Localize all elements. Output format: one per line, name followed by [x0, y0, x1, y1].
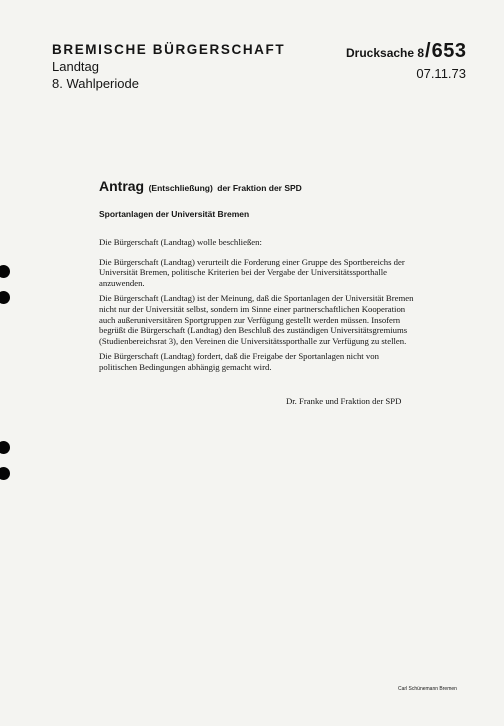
- title-rest: der Fraktion der SPD: [217, 183, 302, 193]
- punch-hole-3: [0, 441, 10, 454]
- body-paragraph: Die Bürgerschaft (Landtag) fordert, daß die Freigabe der Sportanlagen nicht von politischen Bedingungen abhängig gemacht wird.: [99, 351, 379, 372]
- organization-name: BREMISCHE BÜRGERSCHAFT: [52, 42, 286, 57]
- header-right: [346, 40, 466, 82]
- punch-hole-1: [0, 265, 10, 278]
- body-paragraph: Die Bürgerschaft (Landtag) verurteilt die Forderung einer Gruppe des Sportbereichs der Universität Bremen, politische Kriterien bei der Vergabe der Universitätssporthalle anzuwenden.: [99, 256, 405, 288]
- body-intro: Die Bürgerschaft (Landtag) wolle beschließen:: [99, 237, 262, 247]
- header-left: [52, 42, 285, 92]
- document-date: 07.11.73: [416, 66, 466, 81]
- punch-hole-4: [0, 467, 10, 480]
- printer-imprint: Carl Schünemann Bremen: [398, 686, 457, 692]
- title-main: Antrag: [99, 178, 145, 194]
- signature-line: Dr. Franke und Fraktion der SPD: [286, 396, 402, 406]
- chamber-name: Landtag: [52, 59, 99, 74]
- document-title: [99, 178, 302, 196]
- drucksache-reference: [346, 40, 466, 64]
- legislative-period: 8. Wahlperiode: [52, 76, 139, 91]
- punch-hole-2: [0, 291, 10, 304]
- title-parenthetical: (Entschließung): [148, 183, 213, 193]
- drucksache-number: 653: [431, 40, 467, 62]
- body-paragraph: Die Bürgerschaft (Landtag) ist der Meinung, daß die Sportanlagen der Universität Bremen nicht nur der Universität selbst, sondern im Sinne einer partnerschaftlichen Kooperation auch außeruniversitären Sportgruppen zur Verfügung gestellt werden müssen. Insofern begrüßt die Bürgerschaft (Landtag) den Beschluß des zuständigen Universitätsgremiums (Studienbereichsrat 3), den Vereinen die Universitätssporthalle zur Verfügung zu stellen.: [99, 293, 414, 346]
- drucksache-label: Drucksache 8: [346, 46, 425, 60]
- drucksache-slash: /: [425, 40, 431, 62]
- document-body: [99, 237, 419, 378]
- document-subject: Sportanlagen der Universität Bremen: [99, 209, 250, 219]
